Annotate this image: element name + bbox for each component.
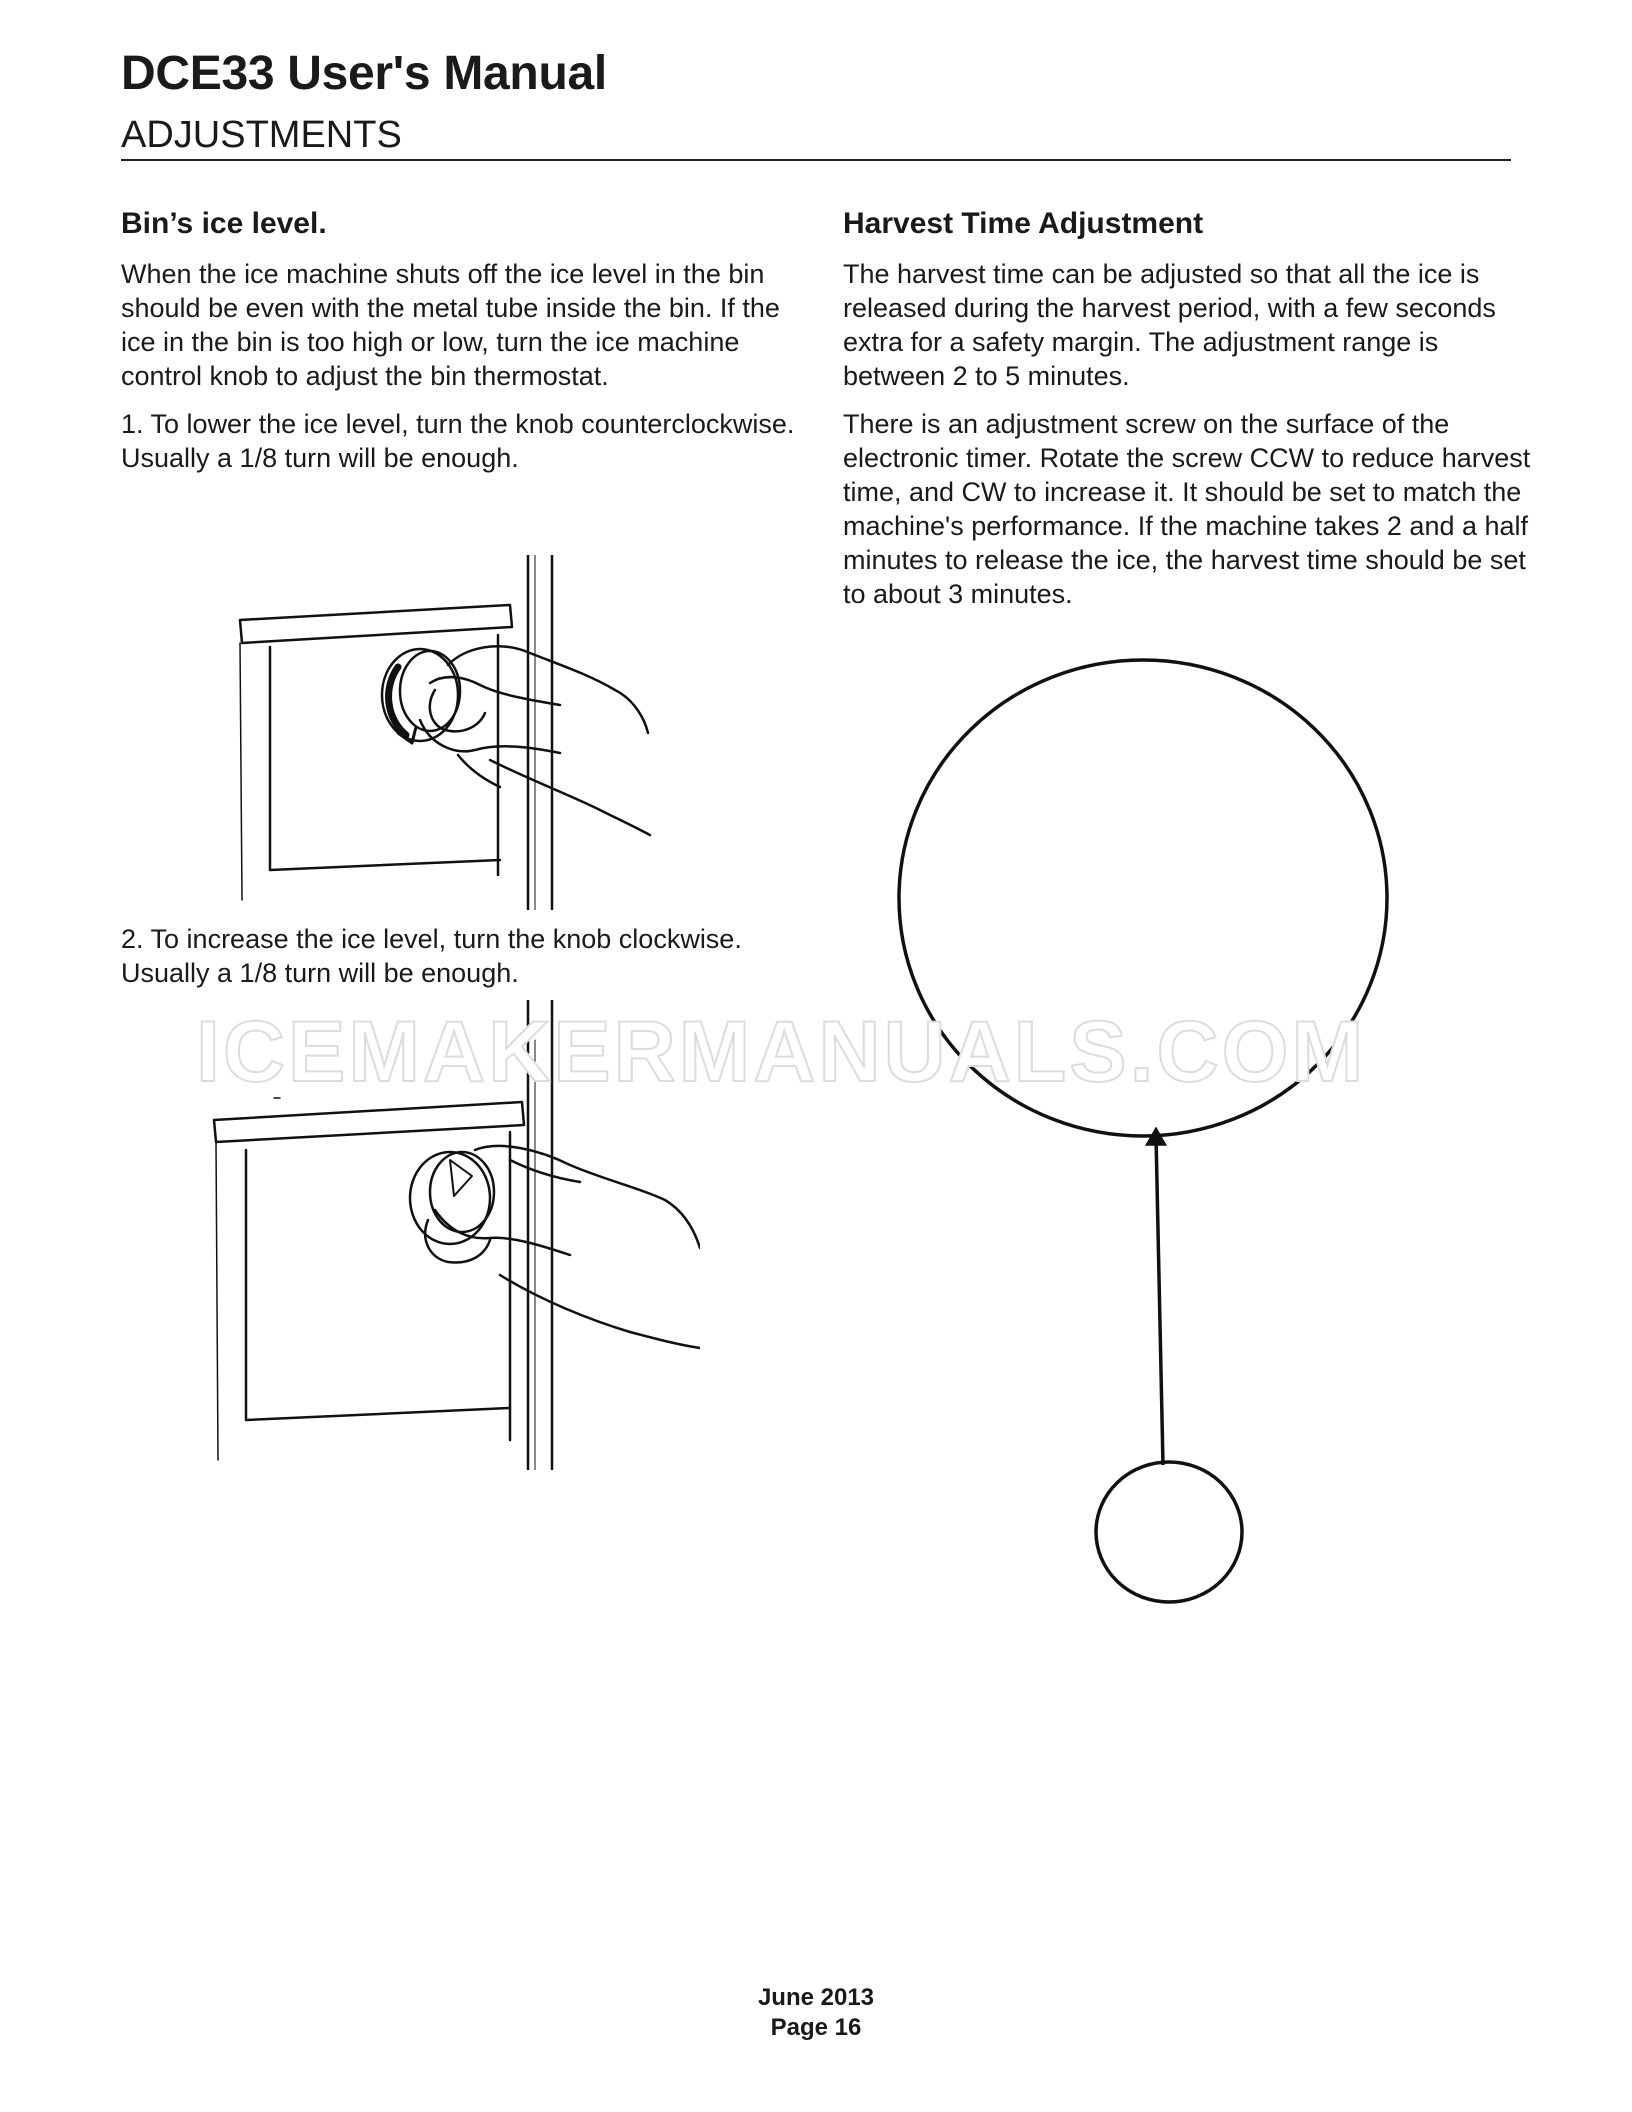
document-title: DCE33 User's Manual [121,47,607,100]
left-column [121,207,801,489]
callout-leader-line [1156,1136,1163,1465]
timer-screw-callout-diagram [880,650,1420,1670]
bin-ice-level-intro: When the ice machine shuts off the ice level in the bin should be even with the metal tube inside the bin. If the ice in the bin is too high or low, turn the ice machine control knob to adjust the bin thermostat. [121,259,780,391]
harvest-time-screw-instructions: There is an adjustment screw on the surface of the electronic timer. Rotate the screw CCW to reduce harvest time, and CW to increase it. It should be set to match the machine's performance. If the machine takes 2 and a half minutes to release the ice, the harvest time should be set to about 3 minutes. [843,409,1531,609]
screw-location-circle [1096,1462,1242,1602]
bin-ice-level-heading: Bin’s ice level. [121,207,327,240]
right-column [843,207,1533,625]
lower-ice-step: 1. To lower the ice level, turn the knob counterclockwise. Usually a 1/8 turn will be enough. [121,409,795,473]
watermark-text: ICEMAKERMANUALS.COM [196,1004,1367,1100]
knob-counterclockwise-illustration [230,555,690,910]
callout-arrowhead [1148,1130,1164,1144]
page-footer [0,1983,1632,2043]
header-divider [121,159,1511,161]
raise-ice-step: 2. To increase the ice level, turn the knob clockwise. Usually a 1/8 turn will be enough. [121,924,742,988]
harvest-time-intro: The harvest time can be adjusted so that all the ice is released during the harvest period, with a few seconds extra for a safety margin. The adjustment range is between 2 to 5 minutes. [843,259,1496,391]
footer-date: June 2013 [757,1984,875,2011]
section-title: ADJUSTMENTS [121,114,402,156]
harvest-time-heading: Harvest Time Adjustment [843,207,1204,240]
footer-page-number: Page 16 [770,2014,862,2041]
